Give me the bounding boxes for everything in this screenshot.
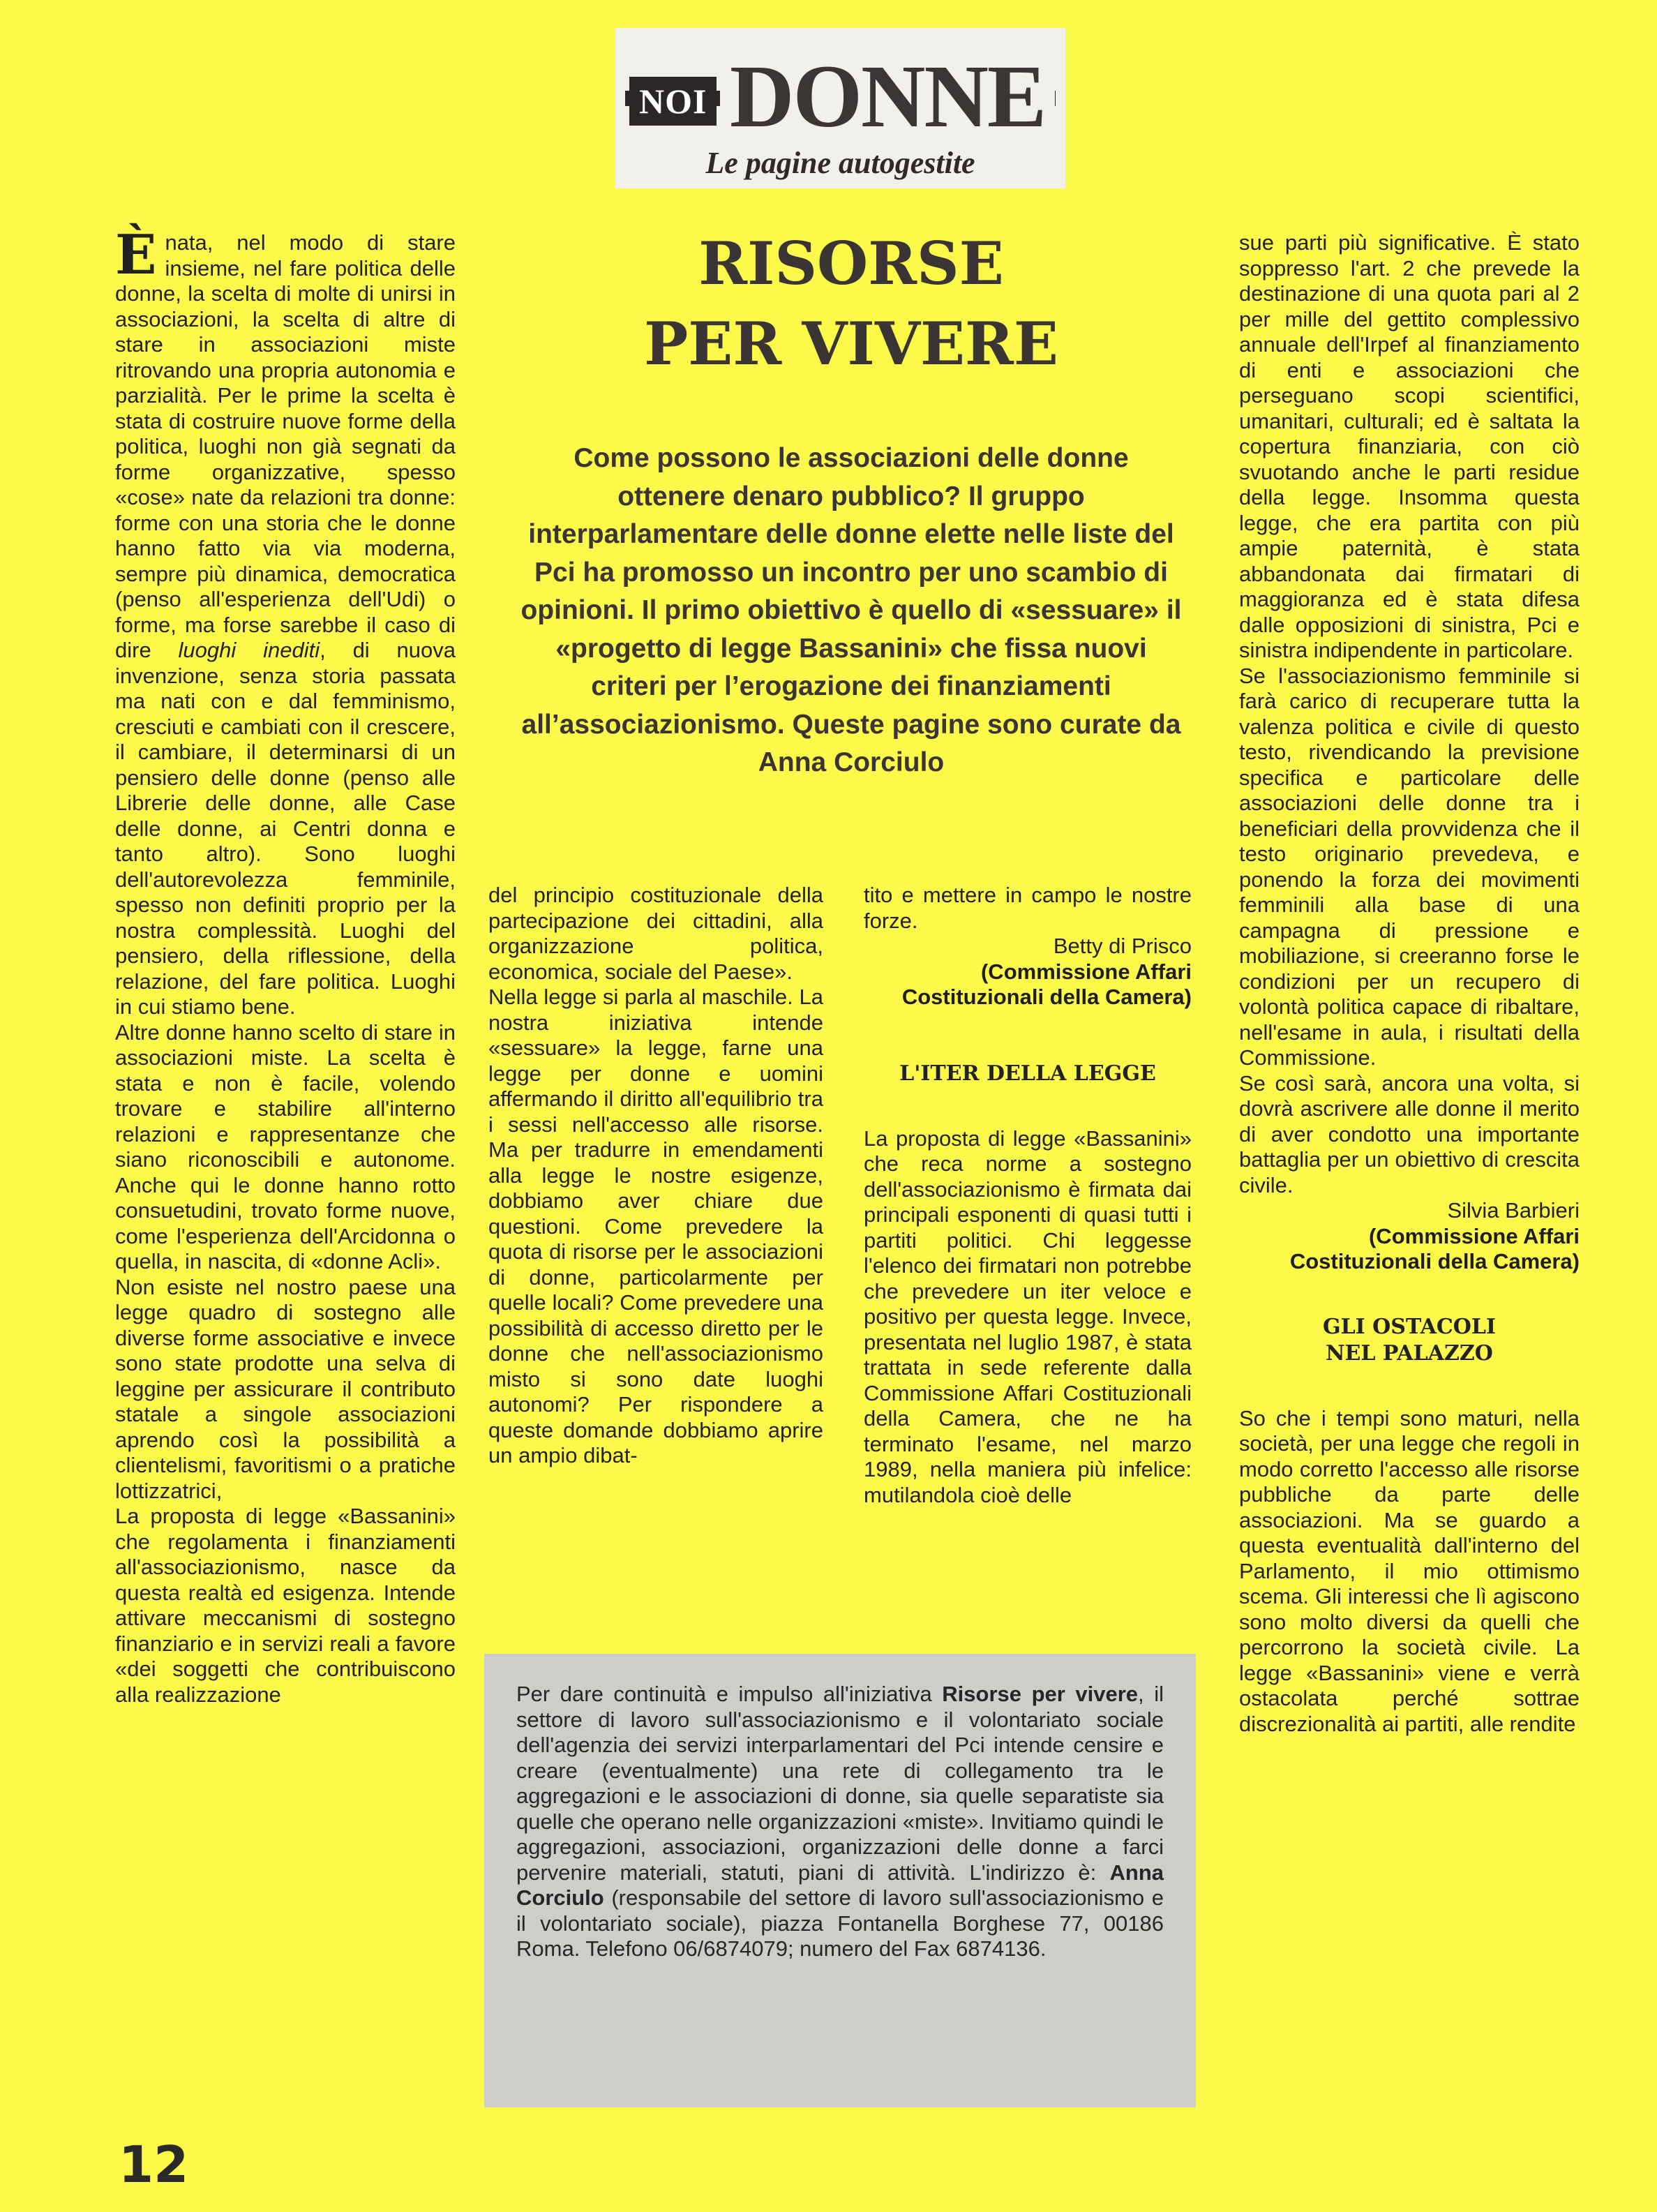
info-box-text [516,1682,1164,1962]
col1-paragraph-3: Non esiste nel nostro paese una legge quadro di sostegno alle diverse forme associative e invece sono state prodotte una selva di leggine per assicurare il contributo statale a singole associazioni aprendo così la possibilità a clientelismi, favoritismi o a pratiche lottizzatrici, [115,1274,456,1503]
col1-italic-phrase: luoghi inediti [178,638,320,662]
col4-paragraph-3: Se così sarà, ancora una volta, si dovrà ascrivere alle donne il merito di aver condotto una importante battaglia per un obiettivo di crescita civile. [1239,1070,1580,1197]
col3-signature-affiliation: (Commissione Affari Costituzionali della Camera) [901,959,1192,1009]
column-2 [488,883,823,1469]
col2-paragraph-2: Nella legge si parla al maschile. La nostra iniziativa intende «sessuare» la legge, farne una legge per donne e uomini affermando il diritto all'equilibrio tra i sessi nell'accesso alle risorse. Ma per tradurre in emendamenti alla legge le nostre esigenze, dobbiamo aver chiare due questioni. Come prevedere la quota di risorse per le associazioni di donne, particolarmente per quelle locali? Come prevedere una possibilità di accesso diretto per le donne che nell'associazionismo misto si sono date luoghi autonomi? Per rispondere a queste domande dobbiamo aprire un ampio dibat- [488,985,823,1467]
col4-paragraph-2: Se l'associazionismo femminile si farà carico di recuperare tutta la valenza politica e civile di questo testo, rivendicando la previsione specifica e particolare delle associazioni delle donne tra i beneficiari della provvidenza che il testo originario prevedeva, e ponendo la forza dei movimenti femminili alla base di una campagna di pressione e mobiliazione, si creeranno forse le condizioni per un recupero di volontà politica capace di ribaltare, nell'esame in aula, i risultati della Commissione. [1239,663,1580,1070]
column-4 [1239,230,1580,1737]
col1-p1-text: nata, nel modo di stare insieme, nel fare politica delle donne, la scelta di molte di unirsi in associazioni, la scelta di altre di stare in associazioni miste ritrovando una propria autonomia e parzialità. Per le prime la scelta è stata di costruire nuove forme della politica, luoghi non già segnati da forme organizzative, spesso «cose» nate da relazioni tra donne: forme con una storia che le donne hanno fatto via via moderna, sempre più dinamica, democratica (penso all'esperienza dell'Udi) o forme, ma forse sarebbe il caso di dire [115,230,456,662]
box-text-2: , il settore di lavoro sull'associazionismo e il volontariato sociale dell'agenzia dei servizi interparlamentari del Pci intende censire e creare (eventualmente) una rete di collegamento tra le aggregazioni e le associazioni di donne, sia quelle separatiste sia quelle che operano nelle organizzazioni «miste». Invitiamo quindi le aggregazioni, associazioni, organizzazioni delle donne a farci pervenire materiali, statuti, piani di attività. L'indirizzo è: [516,1682,1164,1885]
col4-signature-name: Silvia Barbieri [1447,1198,1580,1223]
article-headline [488,223,1214,384]
headline-line-2: PER VIVERE [644,309,1058,378]
col1-p1-end: , di nuova invenzione, senza storia passata ma nati con e dal femminismo, cresciuti e cambiati con il crescere, il cambiare, il determinarsi di un pensiero delle donne (penso alle Librerie delle donne, alle Case delle donne, ai Centri donna e tanto altro). Sono luoghi dell'autorevolezza femminile, spesso non definiti proprio per la nostra complessità. Luoghi del pensiero, della riflessione, della relazione, del fare politica. Luoghi in cui stiamo bene. [115,638,456,1019]
masthead-subtitle: Le pagine autogestite [705,146,975,180]
box-bold-2: Anna Corciulo [516,1860,1164,1910]
box-text-3: (responsabile del settore di lavoro sull'associazionismo e il volontariato sociale), piazza Fontanella Borghese 77, 00186 Roma. Telefono 06/6874079; numero del Fax 6874136. [516,1885,1164,1961]
col2-paragraph-1: del principio costituzionale della partecipazione dei cittadini, alla organizzazione politica, economica, sociale del Paese». [488,883,823,984]
col4-subheading-line-2: NEL PALAZZO [1326,1340,1493,1366]
col3-subheading: L'ITER DELLA LEGGE [899,1061,1156,1086]
column-3 [864,883,1192,1508]
col3-paragraph-1: tito e mettere in campo le nostre forze. [864,883,1192,933]
col3-paragraph-2: La proposta di legge «Bassanini» che reca norme a sostegno dell'associazionismo è firmata dai principali esponenti di quasi tutti i partiti politici. Chi leggesse l'elenco dei firmatari non potrebbe che prevedere un iter veloce e positivo per questa legge. Invece, presentata nel luglio 1987, è stata trattata in sede referente dalla Commissione Affari Costituzionali della Camera, che ne ha terminato l'esame, nel marzo 1989, nella maniera più infelice: mutilandola cioè delle [864,1126,1192,1507]
info-box [484,1654,1196,2107]
article-intro: Come possono le associazioni delle donne ottenere denaro pubblico? Il gruppo interparlamentare delle donne elette nelle liste del Pci ha promosso un incontro per uno scambio di opinioni. Il primo obiettivo è quello di «sessuare» il «progetto di legge Bassanini» che fissa nuovi criteri per l’erogazione dei finanziamenti all’associazionismo. Queste pagine sono curate da Anna Corciulo [520,443,1182,777]
col4-paragraph-4: So che i tempi sono maturi, nella società, per una legge che regoli in modo corretto l'accesso alle risorse pubbliche da parte delle associazioni. Ma se guardo a questa eventualità dall'interno del Parlamento, il mio ottimismo scema. Gli interessi che lì agiscono sono molto diversi da quelli che percorrono la società civile. La legge «Bassanini» viene e verrà ostacolata perché sottrae discrezionalità ai partiti, alle rendite [1239,1405,1580,1736]
page-number: 12 [119,2135,189,2194]
col1-paragraph-4: La proposta di legge «Bassanini» che regolamenta i finanziamenti all'associazionismo, nasce da questa realtà ed esigenza. Intende attivare meccanismi di sostegno finanziario e in servizi reali a favore «dei soggetti che contribuiscono alla realizzazione [115,1504,456,1707]
headline-line-1: RISORSE [698,229,1004,298]
col3-signature-name: Betty di Prisco [1053,934,1192,958]
col4-subheading-line-1: GLI OSTACOLI [1322,1314,1497,1339]
masthead-prefix: NOI [629,77,717,126]
drop-cap: È [115,223,157,287]
col4-paragraph-1: sue parti più significative. È stato soppresso l'art. 2 che prevede la destinazione di una quota pari al 2 per mille del gettito complessivo annuale dell'Irpef al finanziamento di enti e associazioni che perseguano scopi scientifici, umanitari, culturali; ed è saltata la copertura finanziaria, con ciò svuotando anche le parti residue della legge. Insomma questa legge, che era partita con più ampie paternità, è stata abbandonata dai firmatari di maggioranza ed è stata difesa dalle opposizioni di sinistra, Pci e sinistra indipendente in particolare. [1239,230,1580,662]
masthead-title: DONNE [720,47,1055,145]
col1-paragraph-2: Altre donne hanno scelto di stare in associazioni miste. La scelta è stata e non è facile, volendo trovare e stabilire all'interno relazioni e rappresentanze che siano riconoscibili e autonome. Anche qui le donne hanno rotto consuetudini, trovato forme nuove, come l'esperienza dell'Arcidonna o quella, in nascita, di «donne Acli». [115,1019,456,1273]
masthead [615,28,1065,188]
col4-signature-affiliation: (Commissione Affari Costituzionali della Camera) [1289,1223,1580,1273]
column-1 [115,223,456,1707]
box-text-1: Per dare continuità e impulso all'iniziativa [516,1682,943,1706]
box-bold-1: Risorse per vivere [942,1682,1139,1706]
col1-paragraph-1 [115,223,456,1020]
